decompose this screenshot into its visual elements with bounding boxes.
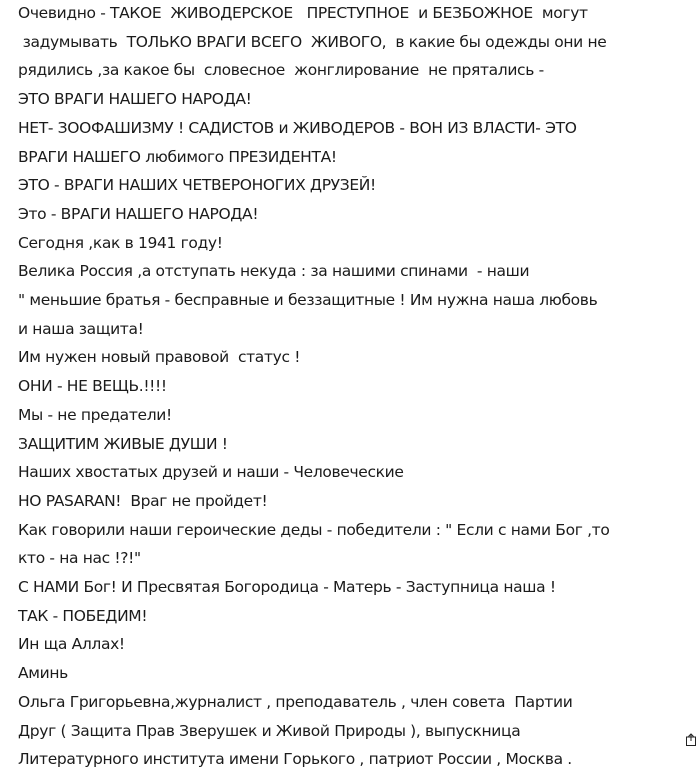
text-line: ЭТО ВРАГИ НАШЕГО НАРОДА! — [18, 90, 252, 109]
text-line: Велика Россия ,а отступать некуда : за нашими спинами - наши — [18, 262, 530, 281]
text-line: Им нужен новый правовой статус ! — [18, 348, 301, 367]
text-line: " меньшие братья - бесправные и беззащитные ! Им нужна наша любовь — [18, 291, 598, 309]
text-line: Литературного института имени Горького , патриот России , Москва . — [18, 750, 572, 769]
text-line: НО PASARAN! Враг не пройдет! — [18, 491, 268, 510]
text-line: рядились ,за какое бы словесное жонглирование не прятались - — [18, 61, 544, 80]
share-icon — [686, 734, 696, 746]
text-line: ЗАЩИТИМ ЖИВЫЕ ДУШИ ! — [18, 434, 228, 453]
text-line: задумывать ТОЛЬКО ВРАГИ ВСЕГО ЖИВОГО, в какие бы одежды они не — [18, 32, 607, 51]
text-line: Ин ща Аллах! — [18, 635, 125, 654]
text-line: ЭТО - ВРАГИ НАШИХ ЧЕТВЕРОНОГИХ ДРУЗЕЙ! — [18, 176, 376, 195]
text-line: Это - ВРАГИ НАШЕГО НАРОДА! — [18, 204, 259, 223]
text-line: Сегодня ,как в 1941 году! — [18, 233, 223, 252]
text-line: ОНИ - НЕ ВЕЩЬ.!!!! — [18, 377, 167, 396]
text-line: С НАМИ Бог! И Пресвятая Богородица - Матерь - Заступница наша ! — [18, 578, 556, 596]
text-line: Наших хвостатых друзей и наши - Человеческие — [18, 463, 404, 482]
text-line: НЕТ- ЗООФАШИЗМУ ! САДИСТОВ и ЖИВОДЕРОВ - ВОН ИЗ ВЛАСТИ- ЭТО — [18, 118, 577, 137]
text-line: ТАК - ПОБЕДИМ! — [18, 606, 148, 625]
text-line: и наша защита! — [18, 319, 144, 338]
text-line: Очевидно - ТАКОЕ ЖИВОДЕРСКОЕ ПРЕСТУПНОЕ и БЕЗБОЖНОЕ могут — [18, 4, 588, 22]
text-line: кто - на нас !?!" — [18, 549, 141, 568]
text-line: ВРАГИ НАШЕГО любимого ПРЕЗИДЕНТА! — [18, 147, 337, 166]
text-line: Друг ( Защита Прав Зверушек и Живой Природы ), выпускница — [18, 721, 521, 740]
text-line: Мы - не предатели! — [18, 405, 172, 424]
text-line: Ольга Григорьевна,журналист , преподаватель , член совета Партии — [18, 692, 573, 711]
text-line: Аминь — [18, 664, 68, 683]
text-line: Как говорили наши героические деды - победители : " Если с нами Бог ,то — [18, 520, 610, 539]
